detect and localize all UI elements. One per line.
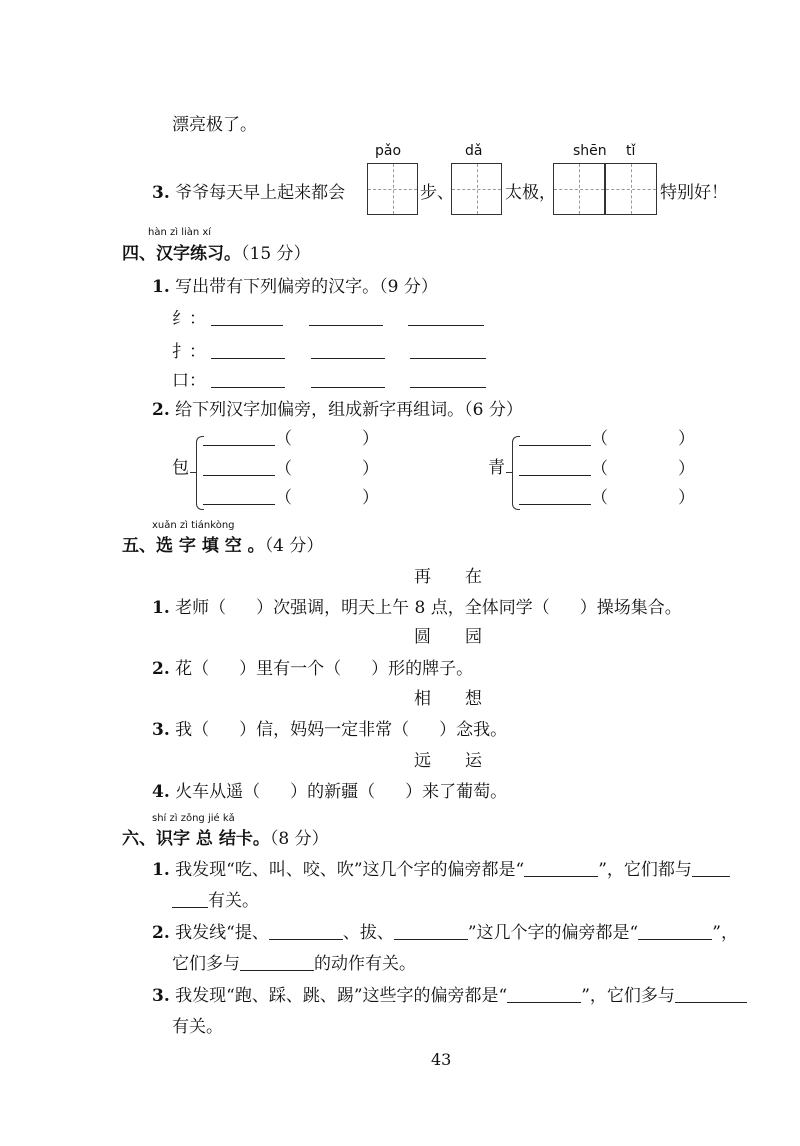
close-paren: ） bbox=[678, 429, 695, 449]
base-char-qing: 青 bbox=[488, 458, 505, 478]
section-4-title: 四、汉字练习。 bbox=[122, 244, 241, 264]
page-number: 43 bbox=[431, 1050, 452, 1069]
text-c: ）来了葡萄。 bbox=[405, 782, 508, 802]
answer-blank[interactable] bbox=[408, 309, 484, 326]
answer-blank[interactable] bbox=[211, 371, 285, 388]
answer-blank[interactable] bbox=[211, 309, 283, 326]
question-number: 1. bbox=[152, 860, 170, 880]
open-paren: （ bbox=[275, 459, 292, 479]
text-a: 我发现“跑、踩、跳、踢”这些字的偏旁都是“ bbox=[175, 986, 508, 1006]
question-number: 3. bbox=[152, 183, 170, 203]
open-paren: （ bbox=[591, 459, 608, 479]
text-f: 的动作有关。 bbox=[314, 954, 416, 974]
pinyin-shen: shēn bbox=[573, 143, 607, 159]
close-paren: ） bbox=[362, 429, 379, 449]
section-5-pinyin: xuǎn zì tiánkòng bbox=[152, 520, 235, 531]
section-4-q2 bbox=[152, 399, 523, 421]
section-5-score: （4 分） bbox=[264, 536, 324, 556]
close-paren: ） bbox=[678, 459, 695, 479]
options-1: 再 在 bbox=[414, 567, 482, 587]
text-b: ）信，妈妈一定非常（ bbox=[239, 720, 410, 740]
section-5-heading bbox=[122, 535, 323, 557]
answer-blank[interactable] bbox=[203, 429, 275, 446]
answer-blank[interactable] bbox=[394, 923, 468, 940]
radical-row-1 bbox=[172, 308, 484, 330]
text-b: ）次强调，明天上午 8 点，全体同学（ bbox=[256, 598, 550, 618]
close-paren: ） bbox=[362, 459, 379, 479]
text-b: ”，它们多与 bbox=[581, 986, 675, 1006]
answer-blank[interactable] bbox=[519, 488, 591, 505]
text-c: ）念我。 bbox=[439, 720, 508, 740]
pinyin-pao: pǎo bbox=[375, 143, 402, 159]
pinyin-da: dǎ bbox=[465, 143, 483, 159]
radical-si: 纟： bbox=[172, 309, 206, 329]
close-paren: ） bbox=[362, 488, 379, 508]
qing-row-3 bbox=[519, 487, 695, 509]
question-text: 给下列汉字加偏旁，组成新字再组词。（6 分） bbox=[175, 400, 523, 420]
base-char-bao: 包 bbox=[172, 458, 189, 478]
text-after-da: 太极， bbox=[505, 183, 556, 203]
question-number: 3. bbox=[152, 720, 170, 740]
section-6-q1-line1 bbox=[152, 859, 730, 881]
open-paren: （ bbox=[591, 429, 608, 449]
open-paren: （ bbox=[275, 429, 292, 449]
answer-blank[interactable] bbox=[410, 371, 486, 388]
question-number: 2. bbox=[152, 400, 170, 420]
question-number: 1. bbox=[152, 277, 170, 297]
answer-blank[interactable] bbox=[211, 342, 285, 359]
radical-shou: 扌： bbox=[172, 342, 206, 362]
text-b: ）的新疆（ bbox=[290, 782, 376, 802]
writing-box-da[interactable] bbox=[451, 163, 502, 215]
answer-blank[interactable] bbox=[507, 986, 581, 1003]
open-paren: （ bbox=[275, 488, 292, 508]
section-5-q3 bbox=[152, 719, 507, 741]
answer-blank[interactable] bbox=[519, 459, 591, 476]
bao-row-3 bbox=[203, 487, 379, 509]
section-4-pinyin: hàn zì liàn xí bbox=[148, 227, 212, 238]
radical-kou: 口： bbox=[172, 371, 206, 391]
text-d: ”， bbox=[712, 923, 738, 943]
close-paren: ） bbox=[678, 488, 695, 508]
text-b: ）里有一个（ bbox=[239, 659, 342, 679]
answer-blank[interactable] bbox=[311, 371, 385, 388]
answer-blank[interactable] bbox=[638, 923, 712, 940]
section-5-q2 bbox=[152, 658, 473, 680]
answer-blank[interactable] bbox=[203, 459, 275, 476]
question-number: 2. bbox=[152, 923, 170, 943]
text-c: ”这几个字的偏旁都是“ bbox=[467, 923, 639, 943]
qing-row-2 bbox=[519, 458, 695, 480]
section-6-q2-line1 bbox=[152, 922, 738, 944]
text-a: 火车从遥（ bbox=[175, 782, 261, 802]
text-a: 我（ bbox=[175, 720, 210, 740]
brace-nib bbox=[506, 472, 512, 473]
options-3: 相 想 bbox=[414, 689, 482, 709]
section-6-title: 六、识字 总 结卡。 bbox=[122, 829, 270, 849]
section-5-title: 五、选 字 填 空 。 bbox=[122, 536, 265, 556]
continued-text: 漂亮极了。 bbox=[172, 115, 257, 135]
answer-blank[interactable] bbox=[269, 923, 343, 940]
open-paren: （ bbox=[591, 488, 608, 508]
bao-row-2 bbox=[203, 458, 379, 480]
question-text: 爷爷每天早上起来都会 bbox=[175, 183, 346, 203]
text-after-shenti: 特别好！ bbox=[660, 183, 728, 203]
answer-blank[interactable] bbox=[410, 342, 486, 359]
text-b: ”，它们都与 bbox=[598, 860, 692, 880]
answer-blank[interactable] bbox=[311, 342, 385, 359]
section-6-q3-line2: 有关。 bbox=[172, 1017, 223, 1037]
answer-blank[interactable] bbox=[524, 860, 598, 877]
writing-box-pao[interactable] bbox=[367, 163, 418, 215]
text-a: 我发现“吃、叫、咬、吹”这几个字的偏旁都是“ bbox=[175, 860, 525, 880]
question-number: 4. bbox=[152, 782, 170, 802]
question-number: 3. bbox=[152, 986, 170, 1006]
section-6-pinyin: shí zì zǒng jié kǎ bbox=[152, 813, 235, 824]
text-after-pao: 步、 bbox=[420, 183, 454, 203]
writing-box-ti[interactable] bbox=[605, 163, 657, 215]
question-number: 2. bbox=[152, 659, 170, 679]
section-4-heading bbox=[122, 243, 311, 265]
question-3-top bbox=[152, 182, 345, 204]
section-6-score: （8 分） bbox=[269, 829, 329, 849]
section-6-q2-line2 bbox=[172, 953, 416, 975]
text-a: 我发线“提、 bbox=[175, 923, 269, 943]
text-c: 有关。 bbox=[208, 891, 259, 911]
section-4-score: （15 分） bbox=[241, 244, 311, 264]
text-b: 、拔、 bbox=[342, 923, 394, 943]
pinyin-ti: tǐ bbox=[626, 143, 636, 159]
section-5-q1 bbox=[152, 597, 682, 619]
section-6-heading bbox=[122, 828, 329, 850]
text-c: ）操场集合。 bbox=[579, 598, 682, 618]
answer-blank[interactable] bbox=[203, 488, 275, 505]
options-4: 远 运 bbox=[414, 751, 482, 771]
writing-box-shen[interactable] bbox=[553, 163, 605, 215]
section-6-q3-line1 bbox=[152, 985, 747, 1007]
answer-blank[interactable] bbox=[240, 954, 314, 971]
brace-nib bbox=[190, 472, 196, 473]
answer-blank[interactable] bbox=[309, 309, 383, 326]
options-2: 圆 园 bbox=[414, 627, 482, 647]
answer-blank[interactable] bbox=[519, 429, 591, 446]
section-6-q1-line2 bbox=[172, 890, 259, 912]
section-5-q4 bbox=[152, 781, 507, 803]
text-a: 老师（ bbox=[175, 598, 227, 618]
radical-row-2 bbox=[172, 341, 486, 363]
section-4-q1 bbox=[152, 276, 438, 298]
text-c: ）形的牌子。 bbox=[371, 659, 474, 679]
bao-row-1 bbox=[203, 428, 379, 450]
answer-blank[interactable] bbox=[692, 860, 730, 877]
answer-blank[interactable] bbox=[172, 891, 208, 908]
radical-row-3 bbox=[172, 370, 486, 392]
question-text: 写出带有下列偏旁的汉字。（9 分） bbox=[175, 277, 438, 297]
question-number: 1. bbox=[152, 598, 170, 618]
qing-row-1 bbox=[519, 428, 695, 450]
text-e: 它们多与 bbox=[172, 954, 240, 974]
answer-blank[interactable] bbox=[675, 986, 747, 1003]
text-a: 花（ bbox=[175, 659, 210, 679]
